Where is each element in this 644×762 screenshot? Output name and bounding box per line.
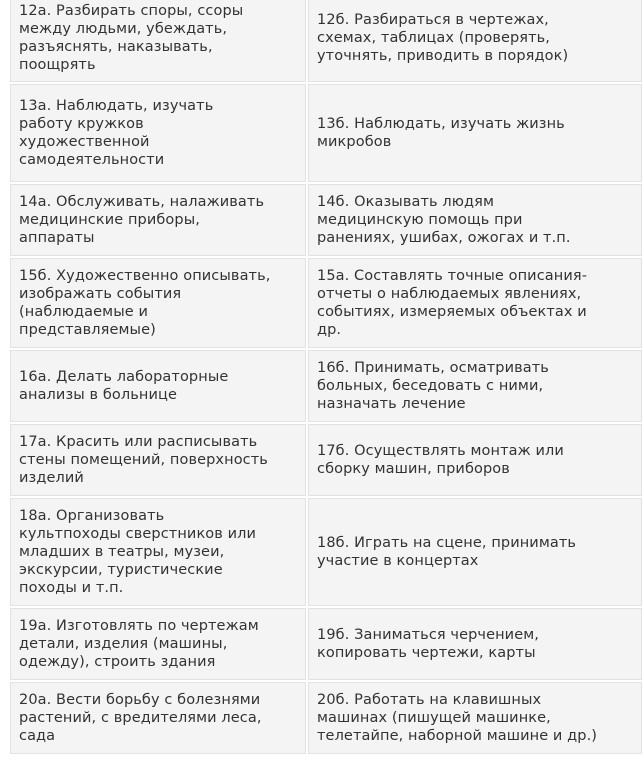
option-b-cell: 20б. Работать на клавишных машинах (пишущей машинке, телетайпе, наборной машине и др.) <box>308 682 642 754</box>
option-a-cell: 12а. Разбирать споры, ссоры между людьми, убеждать, разъяснять, наказывать, поощрять <box>10 0 306 82</box>
table-row <box>10 608 642 680</box>
option-a-cell: 14а. Обслуживать, налаживать медицинские приборы, аппараты <box>10 184 306 256</box>
option-b-cell: 12б. Разбираться в чертежах, схемах, таблицах (проверять, уточнять, приводить в порядок) <box>308 0 642 82</box>
option-b-cell: 19б. Заниматься черчением, копировать чертежи, карты <box>308 608 642 680</box>
option-b-cell: 14б. Оказывать людям медицинскую помощь при ранениях, ушибах, ожогах и т.п. <box>308 184 642 256</box>
option-b-cell: 16б. Принимать, осматривать больных, беседовать с ними, назначать лечение <box>308 350 642 422</box>
table-row <box>10 350 642 422</box>
table-row <box>10 84 642 182</box>
option-b-cell: 18б. Играть на сцене, принимать участие в концертах <box>308 498 642 606</box>
option-a-cell: 19а. Изготовлять по чертежам детали, изделия (машины, одежду), строить здания <box>10 608 306 680</box>
option-a-cell: 17а. Красить или расписывать стены помещений, поверхность изделий <box>10 424 306 496</box>
table-row <box>10 184 642 256</box>
table-row <box>10 0 642 82</box>
table-row <box>10 258 642 348</box>
table-row <box>10 682 642 754</box>
option-b-cell: 17б. Осуществлять монтаж или сборку машин, приборов <box>308 424 642 496</box>
table-row <box>10 498 642 606</box>
questionnaire-table <box>8 0 644 756</box>
option-a-cell: 15б. Художественно описывать, изображать события (наблюдаемые и представляемые) <box>10 258 306 348</box>
table-row <box>10 424 642 496</box>
option-a-cell: 20а. Вести борьбу с болезнями растений, с вредителями леса, сада <box>10 682 306 754</box>
option-a-cell: 13а. Наблюдать, изучать работу кружков художественной самодеятельности <box>10 84 306 182</box>
option-a-cell: 18а. Организовать культпоходы сверстников или младших в театры, музеи, экскурсии, туристические походы и т.п. <box>10 498 306 606</box>
option-a-cell: 16а. Делать лабораторные анализы в больнице <box>10 350 306 422</box>
option-b-cell: 15а. Составлять точные описания- отчеты о наблюдаемых явлениях, событиях, измеряемых объектах и др. <box>308 258 642 348</box>
option-b-cell: 13б. Наблюдать, изучать жизнь микробов <box>308 84 642 182</box>
bottom-margin <box>0 758 644 762</box>
